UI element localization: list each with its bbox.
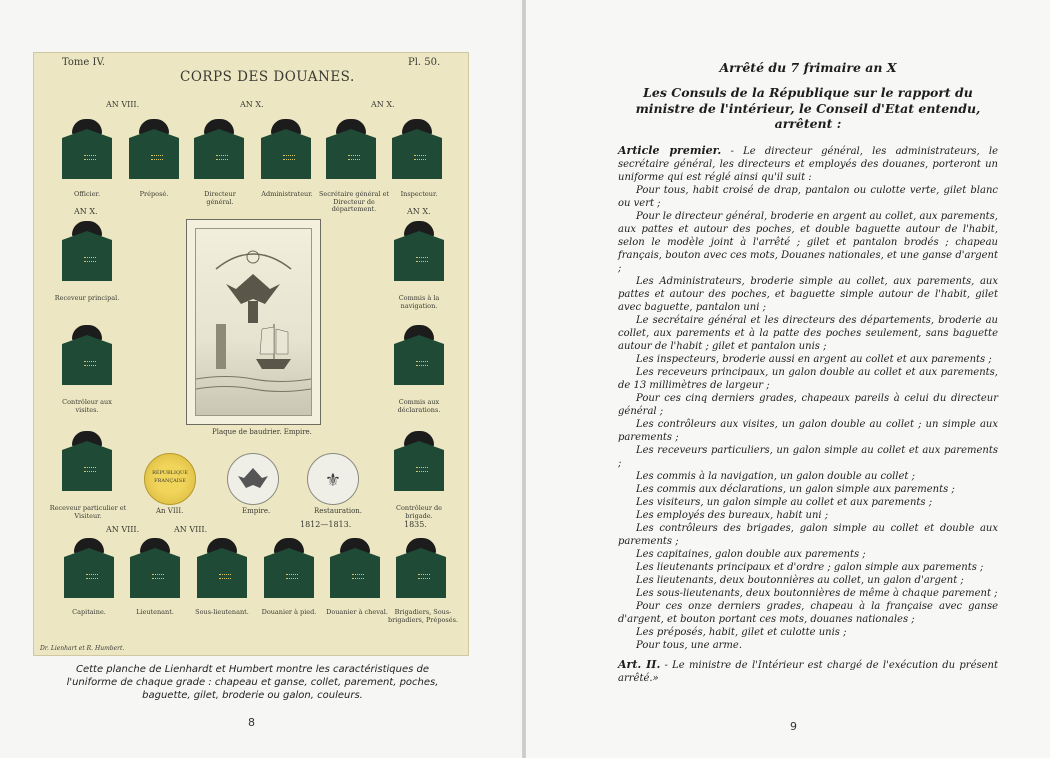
uniform-directeur-general <box>194 119 244 179</box>
uniform-controleur-visites <box>62 325 112 385</box>
uniform-brigadiers <box>396 538 446 598</box>
arrete-title: Arrêté du 7 frimaire an X <box>719 60 897 75</box>
label-capitaine: Capitaine. <box>72 608 106 616</box>
uniform-secretaire-general <box>326 119 376 179</box>
label-commis-declarations: Commis aux déclarations. <box>397 398 441 414</box>
uniform-receveur-particulier <box>62 431 112 491</box>
medal-label-empire: Empire. <box>242 507 271 515</box>
article-paragraph: Les Administrateurs, broderie simple au collet, aux parements, aux pattes et autour des poches, et baguette simple autour de l'habit, gilet avec baguette, pantalon uni ; <box>618 275 998 313</box>
label-secretaire-general: Secrétaire général et Directeur de département. <box>318 190 390 213</box>
row1-header-2: AN X. <box>240 100 264 109</box>
article-paragraph: Pour ces cinq derniers grades, chapeaux pareils à celui du directeur général ; <box>618 392 998 417</box>
article-paragraph: Les capitaines, galon double aux parements ; <box>636 548 866 560</box>
article-paragraph: Les commis à la navigation, un galon double au collet ; <box>636 470 915 482</box>
left-page-number: 8 <box>248 716 255 729</box>
article-paragraphs <box>618 184 998 652</box>
plate-number: Pl. 50. <box>408 57 441 68</box>
side-header-left: AN X. <box>74 207 98 216</box>
row1-header-3: AN X. <box>371 100 395 109</box>
article-paragraph: Le secrétaire général et les directeurs des départements, broderie au collet, aux parements et à la patte des poches seulement, sans baguette autour de l'habit ; gilet et pantalon unis ; <box>618 314 998 352</box>
baudrier-plate-illustration <box>186 219 321 425</box>
arrete-subtitle: Les Consuls de la République sur le rapport du ministre de l'intérieur, le Conseil d'Etat entendu, arrêtent : <box>635 85 981 131</box>
label-controleur-visites: Contrôleur aux visites. <box>62 398 112 414</box>
medal-empire <box>227 453 279 505</box>
uniform-receveur-principal <box>62 221 112 281</box>
label-receveur-particulier: Receveur particulier et Visiteur. <box>49 504 127 520</box>
uniform-commis-navigation <box>394 221 444 281</box>
label-commis-navigation: Commis à la navigation. <box>398 294 440 310</box>
label-controleur-brigade: Contrôleur de brigade. <box>396 504 442 520</box>
medal-label-restauration: Restauration. <box>314 507 363 515</box>
label-officier: Officier. <box>73 190 101 198</box>
uniform-administrateur <box>261 119 311 179</box>
uniform-sous-lieutenant <box>197 538 247 598</box>
uniform-douanier-cheval <box>330 538 380 598</box>
plate-tome: Tome IV. <box>62 57 106 68</box>
left-page <box>0 0 522 758</box>
article-premier-text: - Le directeur général, les administrateurs, le secrétaire général, les directeurs et employés des douanes, porteront un uniforme qui est réglé ainsi qu'il suit : <box>618 145 999 183</box>
article-paragraph: Pour tous, une arme. <box>636 639 743 651</box>
article-two-text: - Le ministre de l'Intérieur est chargé de l'exécution du présent arrêté.» <box>618 659 998 684</box>
article-premier-lead: Article premier. <box>618 143 722 157</box>
right-page <box>526 0 1050 758</box>
article-paragraph: Les receveurs particuliers, un galon simple au collet et aux parements ; <box>618 444 998 469</box>
article-paragraph: Les employés des bureaux, habit uni ; <box>636 509 829 521</box>
label-douanier-pied: Douanier à pied. <box>261 608 317 616</box>
label-directeur-general: Directeur général. <box>204 190 236 206</box>
eagle-ship-engraving <box>196 229 311 415</box>
article-paragraph: Les receveurs principaux, un galon double au collet et aux parements, de 13 millimètres de largeur ; <box>618 366 998 391</box>
label-receveur-principal: Receveur principal. <box>54 294 120 302</box>
label-administrateur: Administrateur. <box>261 190 313 198</box>
medal-an-viii <box>144 453 196 505</box>
article-paragraph: Les contrôleurs des brigades, galon simple au collet et double aux parements ; <box>618 522 998 547</box>
article-paragraph: Les lieutenants principaux et d'ordre ; galon simple aux parements ; <box>636 561 984 573</box>
plate-caption: Cette planche de Lienhardt et Humbert montre les caractéristiques de l'uniforme de chaque grade : chapeau et ganse, collet, parement, poches, baguette, gilet, broderie ou galon, couleurs. <box>66 664 439 701</box>
article-paragraph: Les sous-lieutenants, deux boutonnières de même à chaque parement ; <box>636 587 998 599</box>
uniform-officier <box>62 119 112 179</box>
plate-title: CORPS DES DOUANES. <box>180 69 355 85</box>
article-two <box>618 658 998 685</box>
plate-credit: Dr. Lienhart et R. Humbert. <box>40 645 125 652</box>
uniform-lieutenant <box>130 538 180 598</box>
svg-text:⚜: ⚜ <box>324 470 342 491</box>
uniform-inspecteur <box>392 119 442 179</box>
uniform-plate <box>33 52 469 656</box>
row1-header-1: AN VIII. <box>106 100 140 109</box>
article-premier <box>618 144 998 184</box>
article-paragraph: Les inspecteurs, broderie aussi en argent au collet et aux parements ; <box>636 353 992 365</box>
scene-caption: Plaque de baudrier. Empire. <box>212 428 312 436</box>
right-page-number: 9 <box>790 720 797 733</box>
label-prepose: Préposé. <box>139 190 169 198</box>
side-header-right: AN X. <box>407 207 431 216</box>
uniform-capitaine <box>64 538 114 598</box>
article-paragraph: Pour le directeur général, broderie en argent au collet, aux parements, aux pattes et autour des poches, et double baguette autour de l'habit, selon le modèle joint à l'arrêté ; gilet et pantalon brodés ; chapeau français, bouton avec ces mots, Douanes nationales, et une ganse d'argent ; <box>618 210 998 274</box>
bottom-header-3: 1812—1813. <box>300 520 352 529</box>
eagle-icon <box>228 454 278 504</box>
bottom-header-2: AN VIII. <box>174 525 208 534</box>
label-douanier-cheval: Douanier à cheval. <box>326 608 388 616</box>
arrete-text <box>618 60 998 685</box>
label-lieutenant: Lieutenant. <box>136 608 174 616</box>
article-paragraph: Les commis aux déclarations, un galon simple aux parements ; <box>636 483 955 495</box>
medal-label-an-viii: An VIII. <box>156 507 184 515</box>
uniform-commis-declarations <box>394 325 444 385</box>
bottom-header-1: AN VIII. <box>106 525 140 534</box>
uniform-controleur-brigade <box>394 431 444 491</box>
article-paragraph: Les contrôleurs aux visites, un galon double au collet ; un simple aux parements ; <box>618 418 998 443</box>
article-paragraph: Les lieutenants, deux boutonnières au collet, un galon d'argent ; <box>636 574 964 586</box>
medal-restauration <box>307 453 359 505</box>
bottom-header-4: 1835. <box>404 520 427 529</box>
article-paragraph: Pour ces onze derniers grades, chapeau à la française avec ganse d'argent, et bouton portant ces mots, douanes nationales ; <box>618 600 998 625</box>
label-sous-lieutenant: Sous-lieutenant. <box>195 608 249 616</box>
article-paragraph: Pour tous, habit croisé de drap, pantalon ou culotte verte, gilet blanc ou vert ; <box>618 184 998 209</box>
medal-an-viii-text: RÉPUBLIQUE FRANÇAISE <box>152 470 188 484</box>
label-inspecteur: Inspecteur. <box>400 190 438 198</box>
article-two-lead: Art. II. <box>618 657 661 671</box>
label-brigadiers: Brigadiers, Sous-brigadiers, Préposés. <box>387 608 459 624</box>
uniform-douanier-pied <box>264 538 314 598</box>
article-paragraph: Les préposés, habit, gilet et culotte unis ; <box>636 626 847 638</box>
uniform-prepose <box>129 119 179 179</box>
article-paragraph: Les visiteurs, un galon simple au collet et aux parements ; <box>636 496 933 508</box>
fleur-de-lis-icon <box>308 454 358 504</box>
